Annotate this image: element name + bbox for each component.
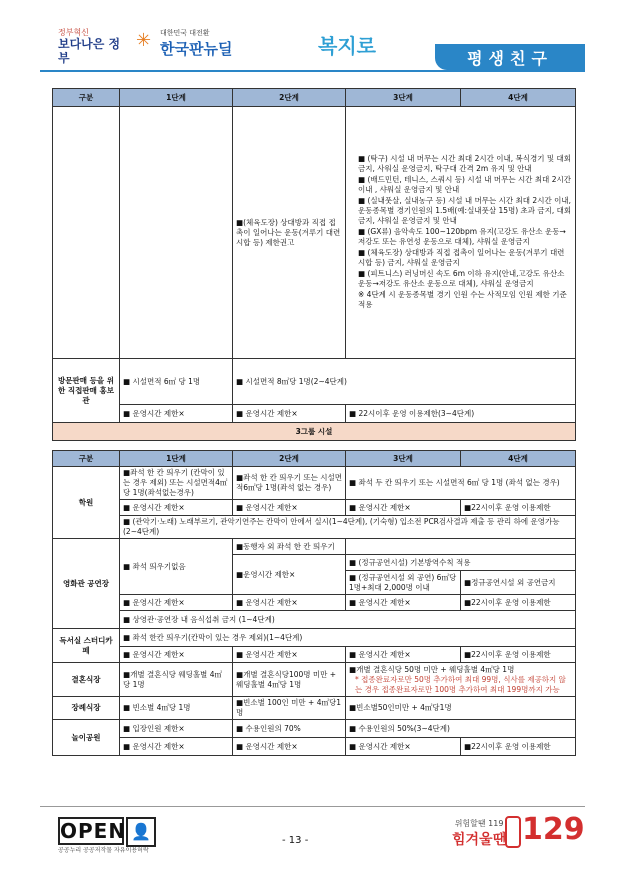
hotline-text bbox=[452, 818, 506, 849]
gym-stage34 bbox=[346, 107, 576, 359]
park-r2c3: ■ 운영시간 제한× bbox=[346, 738, 461, 756]
hotline-small: 위험할땐 119 bbox=[454, 819, 504, 828]
header-rule bbox=[40, 70, 585, 72]
hotline-number: 129 bbox=[522, 812, 585, 847]
promo-r2c1: ■ 운영시간 제한× bbox=[120, 405, 233, 423]
gym-rule: ■ (실내풋살, 실내농구 등) 시설 내 머무는 시간 최대 2시간 이내, 운동종목별 경기인원의 1.5배(예:실내풋살 15명) 초과 금지, 대회금지, 샤워실 운영금지 및 안내 bbox=[358, 196, 572, 225]
col-header-category: 구분 bbox=[53, 451, 120, 467]
col-header-stage2: 2단계 bbox=[233, 89, 346, 107]
gym-label bbox=[53, 107, 120, 359]
wedding-c34-note: * 접종완료자로만 50명 추가하여 최대 99명, 식사를 제공하지 않는 경우 접종완료자로만 100명 추가하여 최대 199명까지 가능 bbox=[355, 674, 566, 694]
col-header-stage1: 1단계 bbox=[120, 451, 233, 467]
col-header-stage1: 1단계 bbox=[120, 89, 233, 107]
wedding-c1: ■개별 결혼식당 웨딩홀별 4㎡당 1명 bbox=[120, 663, 233, 697]
park-r2c1: ■ 운영시간 제한× bbox=[120, 738, 233, 756]
funeral-c34: ■빈소별50인미만 + 4㎡당1명 bbox=[346, 697, 576, 720]
gov-logo-big: 보다나은 정부 bbox=[58, 37, 121, 65]
cinema-c34-blank bbox=[346, 539, 576, 555]
study-r2c3: ■ 운영시간 제한× bbox=[346, 647, 461, 663]
gym-rule: ■ (탁구) 시설 내 머무는 시간 최대 2시간 이내, 복식경기 및 대회금지, 사워실 운영금지, 탁구대 간격 2m 유지 및 안내 bbox=[358, 154, 571, 173]
gym-stage2: ■(체육도장) 상대방과 직접 접촉이 일어나는 운동(겨루기 대련 시합 등) 제한권고 bbox=[233, 107, 346, 359]
gym-stage1 bbox=[120, 107, 233, 359]
funeral-label: 장례식장 bbox=[53, 697, 120, 720]
academy-label: 학원 bbox=[53, 467, 120, 539]
col-header-stage4: 4단계 bbox=[461, 451, 576, 467]
promo-r2c2: ■ 운영시간 제한× bbox=[233, 405, 346, 423]
study-r2c2: ■ 운영시간 제한× bbox=[233, 647, 346, 663]
academy-r3: ■ (관악기·노래) 노래부르기, 관악기연주는 칸막이 안에서 실시(1~4단계), (기숙형) 입소전 PCR검사결과 제출 등 관리 하에 운영가능(2~4단계) bbox=[120, 516, 576, 539]
academy-r2c2: ■ 운영시간 제한× bbox=[233, 500, 346, 516]
cinema-seat: ■ 좌석 띄우기없음 bbox=[120, 539, 233, 595]
study-r2c1: ■ 운영시간 제한× bbox=[120, 647, 233, 663]
col-header-stage3: 3단계 bbox=[346, 89, 461, 107]
header-banner: 평생친구 bbox=[435, 44, 585, 70]
gym-rule: ■ (GX류) 음악속도 100~120bpm 유지(고강도 유산소 운동→저강도 또는 유연성 운동으로 대체), 샤워실 운영금지 bbox=[358, 227, 566, 246]
cinema-label: 영화관 공연장 bbox=[53, 539, 120, 629]
wedding-c34 bbox=[346, 663, 576, 697]
academy-r1c2: ■좌석 한 칸 띄우기 또는 시설면적6㎡당 1명(좌석 없는 경우) bbox=[233, 467, 346, 500]
funeral-c2: ■빈소별 100인 미만 + 4㎡당1명 bbox=[233, 697, 346, 720]
academy-r2c3: ■ 운영시간 제한× bbox=[346, 500, 461, 516]
newdeal-star-icon: ✳ bbox=[136, 30, 152, 51]
cinema-c2a: ■동행자 외 좌석 한 칸 띄우기 bbox=[233, 539, 346, 555]
study-r2c4: ■22시이후 운영 이용제한 bbox=[461, 647, 576, 663]
bokji-logo: 복지로 bbox=[318, 34, 376, 58]
kogl-badge-icon: 👤 bbox=[126, 817, 156, 847]
funeral-c1: ■ 빈소별 4㎡당 1명 bbox=[120, 697, 233, 720]
cinema-r3c2: ■ 운영시간 제한× bbox=[233, 595, 346, 611]
col-header-stage4: 4단계 bbox=[461, 89, 576, 107]
cinema-r3c3: ■ 운영시간 제한× bbox=[346, 595, 461, 611]
hotline-big: 힘겨울땐 bbox=[452, 832, 507, 848]
newdeal-logo-small: 대한민국 대전환 bbox=[160, 29, 210, 37]
park-r1c34: ■ 수용인원의 50%(3~4단계) bbox=[346, 720, 576, 738]
academy-r1c34: ■ 좌석 두 칸 띄우기 또는 시설면적 6㎡ 당 1명 (좌석 없는 경우) bbox=[346, 467, 576, 500]
newdeal-logo-big: 한국판뉴딜 bbox=[160, 40, 233, 58]
cinema-c34a: ■ (정규공연시설) 기본방역수칙 적용 bbox=[346, 555, 576, 571]
cinema-c3b: ■ (정규공연시설 외 공연) 6㎡당 1명+최대 2,000명 이내 bbox=[346, 571, 461, 595]
gym-rule: ■ (배드민턴, 테니스, 스쿼시 등) 시설 내 머무는 시간 최대 2시간 이내 , 샤워실 운영금지 및 안내 bbox=[358, 175, 571, 194]
academy-r2c4: ■22시이후 운영 이용제한 bbox=[461, 500, 576, 516]
distancing-table-bottom bbox=[52, 450, 576, 756]
cinema-r4: ■ 상영관·공연장 내 음식섭취 금지 (1~4단계) bbox=[120, 611, 576, 629]
col-header-category: 구분 bbox=[53, 89, 120, 107]
gym-rule: ■ (체육도장) 상대방과 직접 접촉이 일어나는 운동(겨루기 대련 시합 등) 금지, 샤워실 운영금지 bbox=[358, 248, 565, 267]
academy-r2c1: ■ 운영시간 제한× bbox=[120, 500, 233, 516]
col-header-stage3: 3단계 bbox=[346, 451, 461, 467]
newdeal-logo bbox=[160, 28, 250, 59]
study-label: 독서실 스터디카페 bbox=[53, 629, 120, 663]
park-label: 놀이공원 bbox=[53, 720, 120, 756]
phone-icon bbox=[505, 816, 521, 848]
park-r1c1: ■ 입장인원 제한× bbox=[120, 720, 233, 738]
footer-rule bbox=[40, 806, 585, 807]
promo-r2c3: ■ 22시이후 운영 이용제한(3~4단계) bbox=[346, 405, 576, 423]
cinema-r3c4: ■22시이후 운영 이용제한 bbox=[461, 595, 576, 611]
page-number: - 13 - bbox=[282, 835, 309, 846]
gov-logo bbox=[58, 28, 128, 65]
wedding-c34-main: ■개별 결혼식당 50명 미만 + 웨딩홀별 4㎡당 1명 bbox=[349, 664, 515, 674]
gov-logo-small: 정부혁신 bbox=[58, 28, 89, 37]
park-r1c2: ■ 수용인원의 70% bbox=[233, 720, 346, 738]
park-r2c2: ■ 운영시간 제한× bbox=[233, 738, 346, 756]
study-r1: ■ 좌석 한칸 띄우기(칸막이 있는 경우 제외)(1~4단계) bbox=[120, 629, 576, 647]
col-header-stage2: 2단계 bbox=[233, 451, 346, 467]
cinema-r3c1: ■ 운영시간 제한× bbox=[120, 595, 233, 611]
promo-label: 방문판매 등을 위한 직접판매 홍보관 bbox=[53, 359, 120, 423]
gym-rule-note: ※ 4단계 시 운동종목별 경기 인원 수는 사적모임 인원 제한 기준 적용 bbox=[358, 290, 567, 309]
gym-rule: ■ (피트니스) 러닝머신 속도 6m 이하 유지(안내,고강도 유산소 운동→저강도 유산소 운동으로 대체), 샤워실 운영금지 bbox=[358, 269, 565, 288]
wedding-label: 결혼식장 bbox=[53, 663, 120, 697]
cinema-c2b: ■운영시간 제한× bbox=[233, 555, 346, 595]
park-r2c4: ■22시이후 운영 이용제한 bbox=[461, 738, 576, 756]
section-group3: 3그룹 시설 bbox=[53, 423, 576, 441]
wedding-c2: ■개별 결혼식당100명 미만 + 웨딩홀별 4㎡당 1명 bbox=[233, 663, 346, 697]
academy-r1c1: ■좌석 한 칸 띄우기 (칸막이 있는 경우 제외) 또는 시설면적4㎡당 1명(좌석없는경우) bbox=[120, 467, 233, 500]
cinema-c4b: ■정규공연시설 외 공연금지 bbox=[461, 571, 576, 595]
kogl-license-text: 공공누리 공공저작물 자유이용허락 bbox=[58, 847, 149, 854]
promo-r1c2: ■ 시설면적 8㎡당 1명(2~4단계) bbox=[233, 359, 576, 405]
promo-r1c1: ■ 시설면적 6㎡ 당 1명 bbox=[120, 359, 233, 405]
kogl-open-logo: OPEN bbox=[60, 819, 127, 843]
distancing-table-top bbox=[52, 88, 576, 441]
